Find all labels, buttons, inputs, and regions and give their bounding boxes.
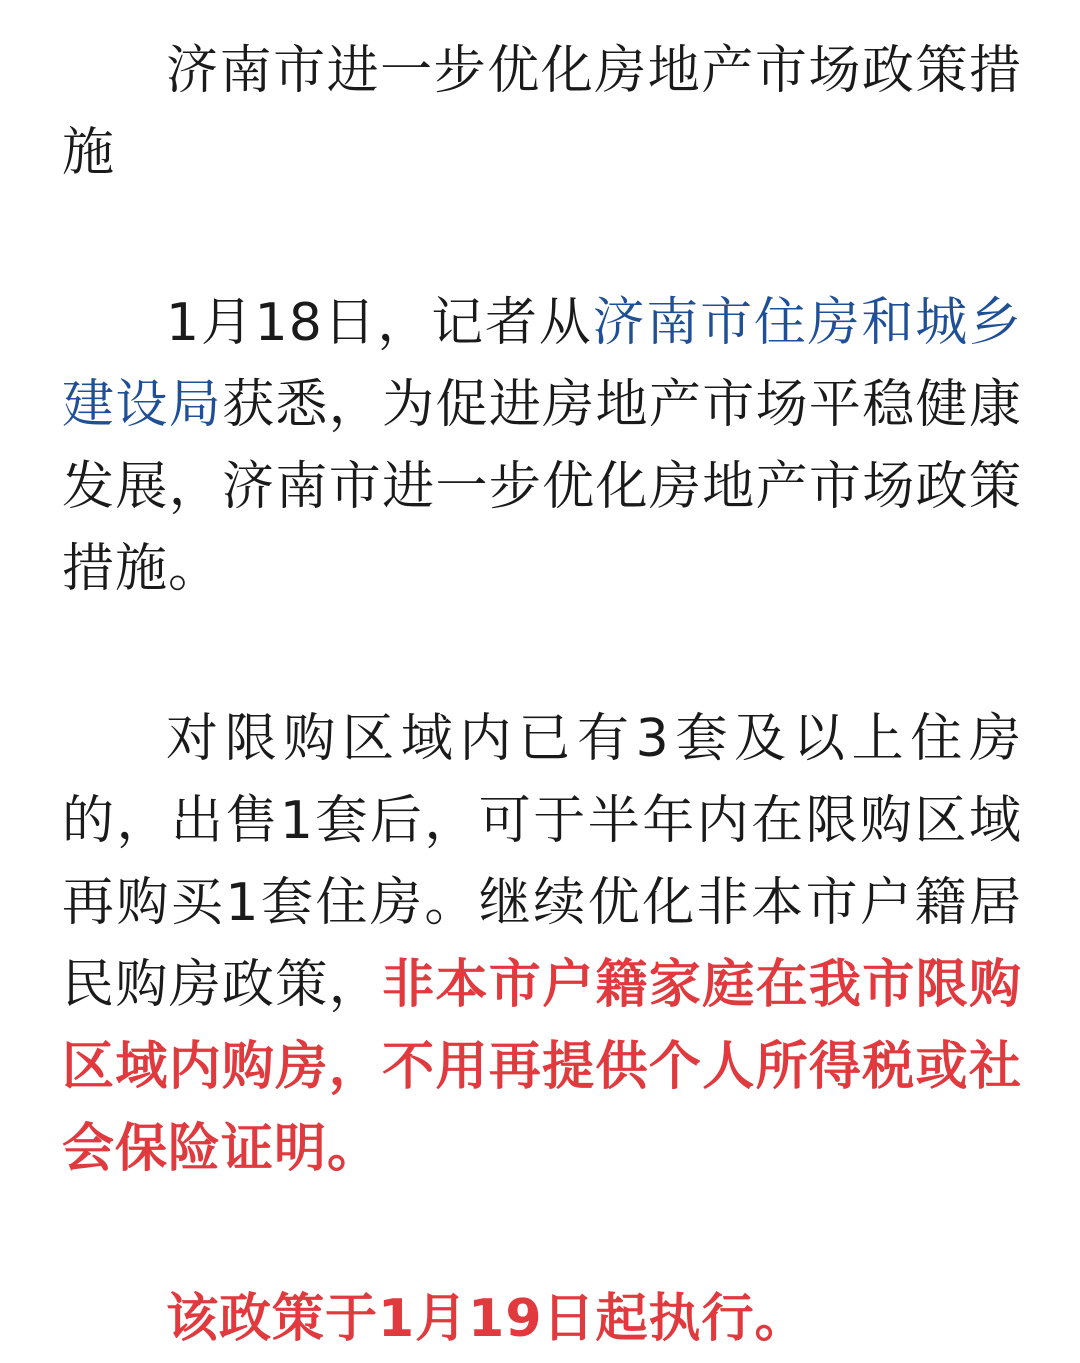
intro-text-after: 获悉，为促进房地产市场平稳健康发展，济南市进一步优化房地产市场政策措施。 (62, 375, 1022, 599)
paragraph-effective-date (62, 1278, 1022, 1360)
housing-bureau-link[interactable]: 济南市住房和城乡建设局 (62, 293, 1022, 435)
paragraph-intro (62, 282, 1022, 610)
article-title: 济南市进一步优化房地产市场政策措施 (62, 41, 1022, 183)
paragraph-policy (62, 698, 1022, 1190)
intro-text-before: 1月18日，记者从 (166, 293, 593, 353)
article-body (62, 30, 1022, 1360)
effective-date-emphasis: 该政策于1月19日起执行。 (166, 1289, 808, 1349)
policy-text: 对限购区域内已有3套及以上住房的，出售1套后，可于半年内在限购区域再购买1套住房。继续优化非本市户籍居民购房政策， (62, 709, 1022, 1015)
policy-emphasis: 非本市户籍家庭在我市限购区域内购房，不用再提供个人所得税或社会保险证明。 (62, 955, 1022, 1179)
